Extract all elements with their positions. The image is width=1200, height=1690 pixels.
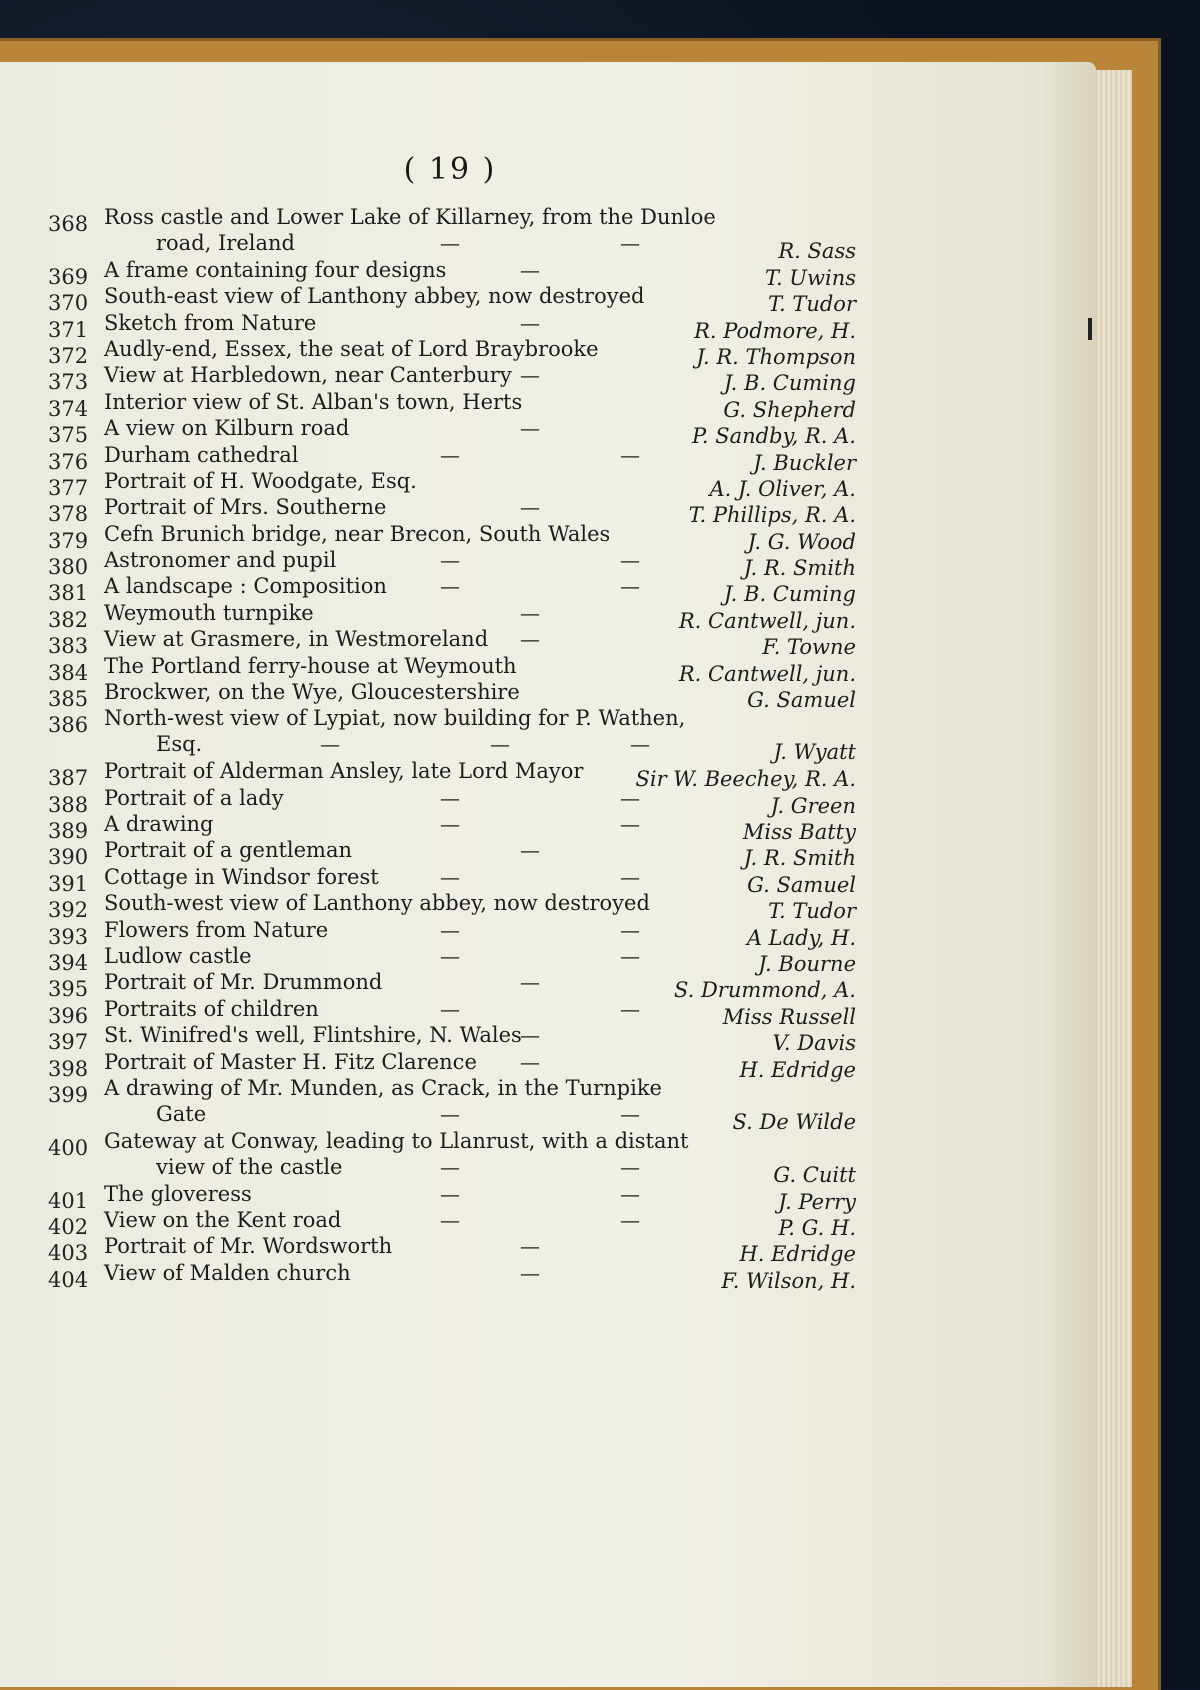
entry-title xyxy=(104,970,382,994)
entry-artist: Miss Batty xyxy=(742,820,856,845)
entry-title xyxy=(104,548,336,572)
entry-title-text: Sketch from Nature xyxy=(104,310,317,335)
entry-dash: — xyxy=(520,495,540,520)
entry-title-text: Ludlow castle xyxy=(104,943,252,968)
catalogue-entry xyxy=(0,495,1096,528)
entry-number: 390 xyxy=(48,845,89,870)
catalogue-entry xyxy=(0,389,1096,422)
entry-number: 379 xyxy=(48,528,89,553)
entry-title-text: Ross castle and Lower Lake of Killarney, from the Dunloe xyxy=(104,205,716,229)
entry-dash: — xyxy=(630,732,650,757)
entry-number: 392 xyxy=(48,898,89,923)
entry-title-continuation: road, Ireland xyxy=(156,231,295,255)
entry-artist: H. Edridge xyxy=(739,1057,856,1082)
entry-number: 398 xyxy=(48,1056,89,1081)
entry-number: 373 xyxy=(48,370,89,395)
entry-title xyxy=(104,337,599,361)
entry-number: 403 xyxy=(48,1241,89,1266)
entry-title xyxy=(104,495,387,519)
entry-number: 400 xyxy=(48,1135,89,1160)
entry-dash: — xyxy=(440,943,460,968)
catalogue-entry xyxy=(0,1181,1096,1214)
catalogue-list xyxy=(0,205,1096,1293)
entry-artist: T. Uwins xyxy=(765,265,856,290)
catalogue-entry xyxy=(0,653,1096,686)
entry-title-text: The Portland ferry-house at Weymouth xyxy=(104,653,517,678)
entry-artist: T. Phillips, R. A. xyxy=(688,503,856,528)
entry-dash: — xyxy=(520,600,540,625)
entry-artist: R. Cantwell, jun. xyxy=(678,608,856,633)
entry-title-text: Cottage in Windsor forest xyxy=(104,864,379,889)
entry-title xyxy=(104,786,284,810)
entry-title-text: A landscape : Composition xyxy=(104,574,387,599)
entry-title-text: A drawing of Mr. Munden, as Crack, in the Turnpike xyxy=(104,1075,662,1100)
entry-title-text: Portrait of Mr. Drummond xyxy=(104,970,383,995)
catalogue-entry xyxy=(0,785,1096,818)
entry-dash: — xyxy=(620,1181,640,1206)
entry-number: 370 xyxy=(48,291,89,316)
catalogue-entry xyxy=(0,1049,1096,1082)
entry-dash: — xyxy=(620,442,640,467)
catalogue-entry xyxy=(0,680,1096,713)
entry-title xyxy=(104,1182,252,1206)
catalogue-entry xyxy=(0,1023,1096,1056)
entry-title-continuation: view of the castle xyxy=(156,1154,343,1179)
entry-number: 377 xyxy=(48,475,89,500)
entry-title-text: A frame containing four designs xyxy=(104,257,447,282)
entry-title-text: View of Malden church xyxy=(104,1260,351,1285)
entry-title xyxy=(104,1129,688,1179)
entry-title-text: South-west view of Lanthony abbey, now destroyed xyxy=(104,891,650,916)
catalogue-entry xyxy=(0,257,1096,290)
entry-number: 381 xyxy=(48,581,89,606)
entry-dash: — xyxy=(620,574,640,599)
entry-artist: J. R. Smith xyxy=(743,556,856,581)
catalogue-entry xyxy=(0,1207,1096,1240)
entry-title xyxy=(104,443,298,467)
entry-artist: T. Tudor xyxy=(768,292,856,317)
entry-title xyxy=(104,1023,522,1047)
entry-dash: — xyxy=(620,996,640,1021)
entry-dash: — xyxy=(520,838,540,863)
entry-artist: F. Towne xyxy=(762,635,856,660)
catalogue-entry xyxy=(0,864,1096,897)
entry-dash: — xyxy=(440,864,460,889)
catalogue-entry xyxy=(0,917,1096,950)
entry-title-text: St. Winifred's well, Flintshire, N. Wales xyxy=(104,1023,522,1048)
catalogue-entry xyxy=(0,442,1096,475)
entry-title-text: Weymouth turnpike xyxy=(104,600,314,625)
entry-number: 372 xyxy=(48,343,89,368)
catalogue-entry xyxy=(0,1234,1096,1267)
entry-dash: — xyxy=(620,1101,640,1126)
catalogue-entry xyxy=(0,838,1096,871)
entry-title xyxy=(104,311,316,335)
entry-number: 404 xyxy=(48,1267,89,1292)
entry-number: 374 xyxy=(48,396,89,421)
entry-title xyxy=(104,654,517,678)
entry-number: 401 xyxy=(48,1188,89,1213)
entry-title xyxy=(104,1208,341,1232)
entry-title-continuation: Esq. xyxy=(156,732,203,757)
entry-dash: — xyxy=(440,812,460,837)
entry-artist: S. Drummond, A. xyxy=(673,978,856,1003)
entry-number: 383 xyxy=(48,634,89,659)
catalogue-entry xyxy=(0,468,1096,501)
entry-artist: J. Buckler xyxy=(753,450,856,475)
entry-artist: V. Davis xyxy=(772,1031,856,1056)
entry-title xyxy=(104,706,685,756)
catalogue-entry xyxy=(0,363,1096,396)
entry-title xyxy=(104,522,610,546)
entry-number: 382 xyxy=(48,607,89,632)
entry-number: 397 xyxy=(48,1030,89,1055)
entry-number: 393 xyxy=(48,924,89,949)
entry-dash: — xyxy=(620,548,640,573)
entry-title-text: View at Harbledown, near Canterbury xyxy=(104,363,512,388)
entry-artist: J. B. Cuming xyxy=(723,371,856,396)
catalogue-entry xyxy=(0,1260,1096,1293)
entry-title xyxy=(104,416,349,440)
entry-artist: Miss Russell xyxy=(722,1004,856,1029)
entry-title-text: South-east view of Lanthony abbey, now destroyed xyxy=(104,284,645,309)
entry-number: 369 xyxy=(48,264,89,289)
entry-artist: G. Samuel xyxy=(747,872,856,897)
entry-number: 368 xyxy=(48,212,89,236)
catalogue-entry xyxy=(0,759,1096,792)
entry-number: 378 xyxy=(48,502,89,527)
entry-title-text: View on the Kent road xyxy=(104,1207,342,1232)
catalogue-entry xyxy=(0,521,1096,554)
entry-title xyxy=(104,601,314,625)
entry-dash: — xyxy=(440,231,460,255)
entry-title-text: Portrait of H. Woodgate, Esq. xyxy=(104,468,417,493)
entry-dash: — xyxy=(440,1181,460,1206)
entry-title-text: The gloveress xyxy=(104,1181,252,1206)
entry-dash: — xyxy=(440,548,460,573)
entry-number: 399 xyxy=(48,1082,89,1107)
catalogue-entry xyxy=(0,627,1096,660)
entry-title-text: Portraits of children xyxy=(104,996,319,1021)
entry-title-text: Portrait of Master H. Fitz Clarence xyxy=(104,1049,477,1074)
entry-dash: — xyxy=(440,1154,460,1179)
entry-number: 380 xyxy=(48,555,89,580)
catalogue-entry xyxy=(0,891,1096,924)
entry-number: 391 xyxy=(48,871,89,896)
entry-title-text: Cefn Brunich bridge, near Brecon, South Wales xyxy=(104,521,611,546)
entry-title-text: Portrait of Mrs. Southerne xyxy=(104,495,387,520)
entry-number: 375 xyxy=(48,423,89,448)
entry-artist: H. Edridge xyxy=(739,1242,856,1267)
entry-artist: G. Shepherd xyxy=(723,397,856,422)
entry-dash: — xyxy=(620,812,640,837)
entry-title-text: View at Grasmere, in Westmoreland xyxy=(104,627,489,652)
entry-title xyxy=(104,891,650,915)
entry-dash: — xyxy=(620,785,640,810)
entry-dash: — xyxy=(520,1023,540,1048)
entry-artist: A. J. Oliver, A. xyxy=(709,476,856,501)
entry-title xyxy=(104,469,417,493)
entry-number: 384 xyxy=(48,660,89,685)
entry-title xyxy=(104,944,252,968)
entry-artist: G. Samuel xyxy=(747,688,856,713)
entry-artist: A Lady, H. xyxy=(746,925,856,950)
catalogue-entry xyxy=(0,1128,1096,1187)
entry-title xyxy=(104,627,488,651)
entry-artist: F. Wilson, H. xyxy=(721,1268,856,1293)
entry-artist: P. G. H. xyxy=(778,1215,856,1240)
entry-title xyxy=(104,390,522,414)
entry-artist: T. Tudor xyxy=(768,899,856,924)
entry-dash: — xyxy=(490,732,510,757)
entry-title xyxy=(104,812,214,836)
catalogue-entry xyxy=(0,970,1096,1003)
entry-artist: R. Cantwell, jun. xyxy=(678,661,856,686)
entry-title xyxy=(104,1050,477,1074)
entry-title-text: Portrait of Alderman Ansley, late Lord Mayor xyxy=(104,759,584,784)
entry-number: 388 xyxy=(48,792,89,817)
entry-number: 389 xyxy=(48,819,89,844)
entry-artist: J. Perry xyxy=(778,1189,856,1214)
entry-title-text: Portrait of Mr. Wordsworth xyxy=(104,1234,393,1259)
entry-title-text: Audly-end, Essex, the seat of Lord Braybrooke xyxy=(104,336,599,361)
entry-title-continuation: Gate xyxy=(156,1101,207,1126)
entry-artist: S. De Wilde xyxy=(732,1109,856,1134)
catalogue-entry xyxy=(0,205,1096,263)
catalogue-entry xyxy=(0,310,1096,343)
entry-title-text: Gateway at Conway, leading to Llanrust, with a distant xyxy=(104,1128,689,1153)
catalogue-entry xyxy=(0,996,1096,1029)
entry-number: 402 xyxy=(48,1214,89,1239)
entry-artist: G. Cuitt xyxy=(773,1162,856,1187)
entry-artist: J. Bourne xyxy=(758,951,856,976)
entry-dash: — xyxy=(320,732,340,757)
entry-title xyxy=(104,997,319,1021)
entry-title-text: Astronomer and pupil xyxy=(104,548,337,573)
entry-dash: — xyxy=(620,1154,640,1179)
entry-title-text: Portrait of a lady xyxy=(104,785,284,810)
entry-number: 395 xyxy=(48,977,89,1002)
entry-title xyxy=(104,284,644,308)
entry-dash: — xyxy=(520,363,540,388)
entry-title xyxy=(104,918,328,942)
catalogue-entry xyxy=(0,943,1096,976)
catalogue-entry xyxy=(0,600,1096,633)
entry-dash: — xyxy=(620,1207,640,1232)
entry-number: 387 xyxy=(48,766,89,791)
entry-dash: — xyxy=(520,1049,540,1074)
entry-dash: — xyxy=(440,1101,460,1126)
entry-dash: — xyxy=(440,785,460,810)
entry-title-text: A drawing xyxy=(104,812,214,837)
catalogue-entry xyxy=(0,548,1096,581)
entry-artist: J. R. Smith xyxy=(743,846,856,871)
catalogue-entry xyxy=(0,574,1096,607)
entry-artist: P. Sandby, R. A. xyxy=(692,424,856,449)
entry-title xyxy=(104,838,352,862)
entry-dash: — xyxy=(620,917,640,942)
entry-dash: — xyxy=(620,231,640,255)
entry-title xyxy=(104,363,512,387)
entry-number: 394 xyxy=(48,950,89,975)
entry-dash: — xyxy=(620,864,640,889)
entry-dash: — xyxy=(440,996,460,1021)
entry-title-text: Brockwer, on the Wye, Gloucestershire xyxy=(104,680,520,705)
entry-dash: — xyxy=(520,310,540,335)
entry-dash: — xyxy=(520,627,540,652)
entry-title-text: North-west view of Lypiat, now building for P. Wathen, xyxy=(104,706,686,731)
entry-dash: — xyxy=(520,1234,540,1259)
entry-title-text: Flowers from Nature xyxy=(104,917,329,942)
entry-title xyxy=(104,1234,392,1258)
entry-dash: — xyxy=(620,943,640,968)
entry-dash: — xyxy=(440,917,460,942)
entry-artist: R. Podmore, H. xyxy=(694,318,856,343)
entry-artist: J. Wyatt xyxy=(773,740,856,765)
entry-title-text: Durham cathedral xyxy=(104,442,299,467)
entry-dash: — xyxy=(520,416,540,441)
entry-number: 396 xyxy=(48,1003,89,1028)
catalogue-entry xyxy=(0,1075,1096,1134)
catalogue-entry xyxy=(0,416,1096,449)
entry-title-text: A view on Kilburn road xyxy=(104,416,350,441)
entry-title xyxy=(104,680,520,704)
catalogue-entry xyxy=(0,812,1096,845)
page-number: ( 19 ) xyxy=(403,152,497,187)
entry-title xyxy=(104,1076,662,1126)
catalogue-entry xyxy=(0,284,1096,317)
entry-artist: J. B. Cuming xyxy=(723,582,856,607)
entry-artist: J. R. Thompson xyxy=(696,344,856,369)
entry-number: 371 xyxy=(48,317,89,342)
entry-title xyxy=(104,1261,351,1285)
entry-title xyxy=(104,759,583,783)
entry-title xyxy=(104,574,387,598)
entry-number: 385 xyxy=(48,687,89,712)
entry-title xyxy=(104,865,379,889)
entry-title-text: Interior view of St. Alban's town, Herts xyxy=(104,389,523,414)
entry-artist: J. Green xyxy=(770,793,856,818)
entry-title xyxy=(104,258,446,282)
entry-dash: — xyxy=(520,257,540,282)
entry-title-text: Portrait of a gentleman xyxy=(104,838,353,863)
entry-dash: — xyxy=(520,1260,540,1285)
entry-artist: R. Sass xyxy=(778,239,856,263)
entry-dash: — xyxy=(520,970,540,995)
entry-dash: — xyxy=(440,574,460,599)
catalogue-entry xyxy=(0,706,1096,765)
entry-artist: Sir W. Beechey, R. A. xyxy=(635,767,856,792)
entry-artist: J. G. Wood xyxy=(747,529,856,554)
entry-number: 376 xyxy=(48,449,89,474)
catalogue-entry xyxy=(0,336,1096,369)
entry-number: 386 xyxy=(48,713,89,738)
entry-dash: — xyxy=(440,1207,460,1232)
entry-dash: — xyxy=(440,442,460,467)
